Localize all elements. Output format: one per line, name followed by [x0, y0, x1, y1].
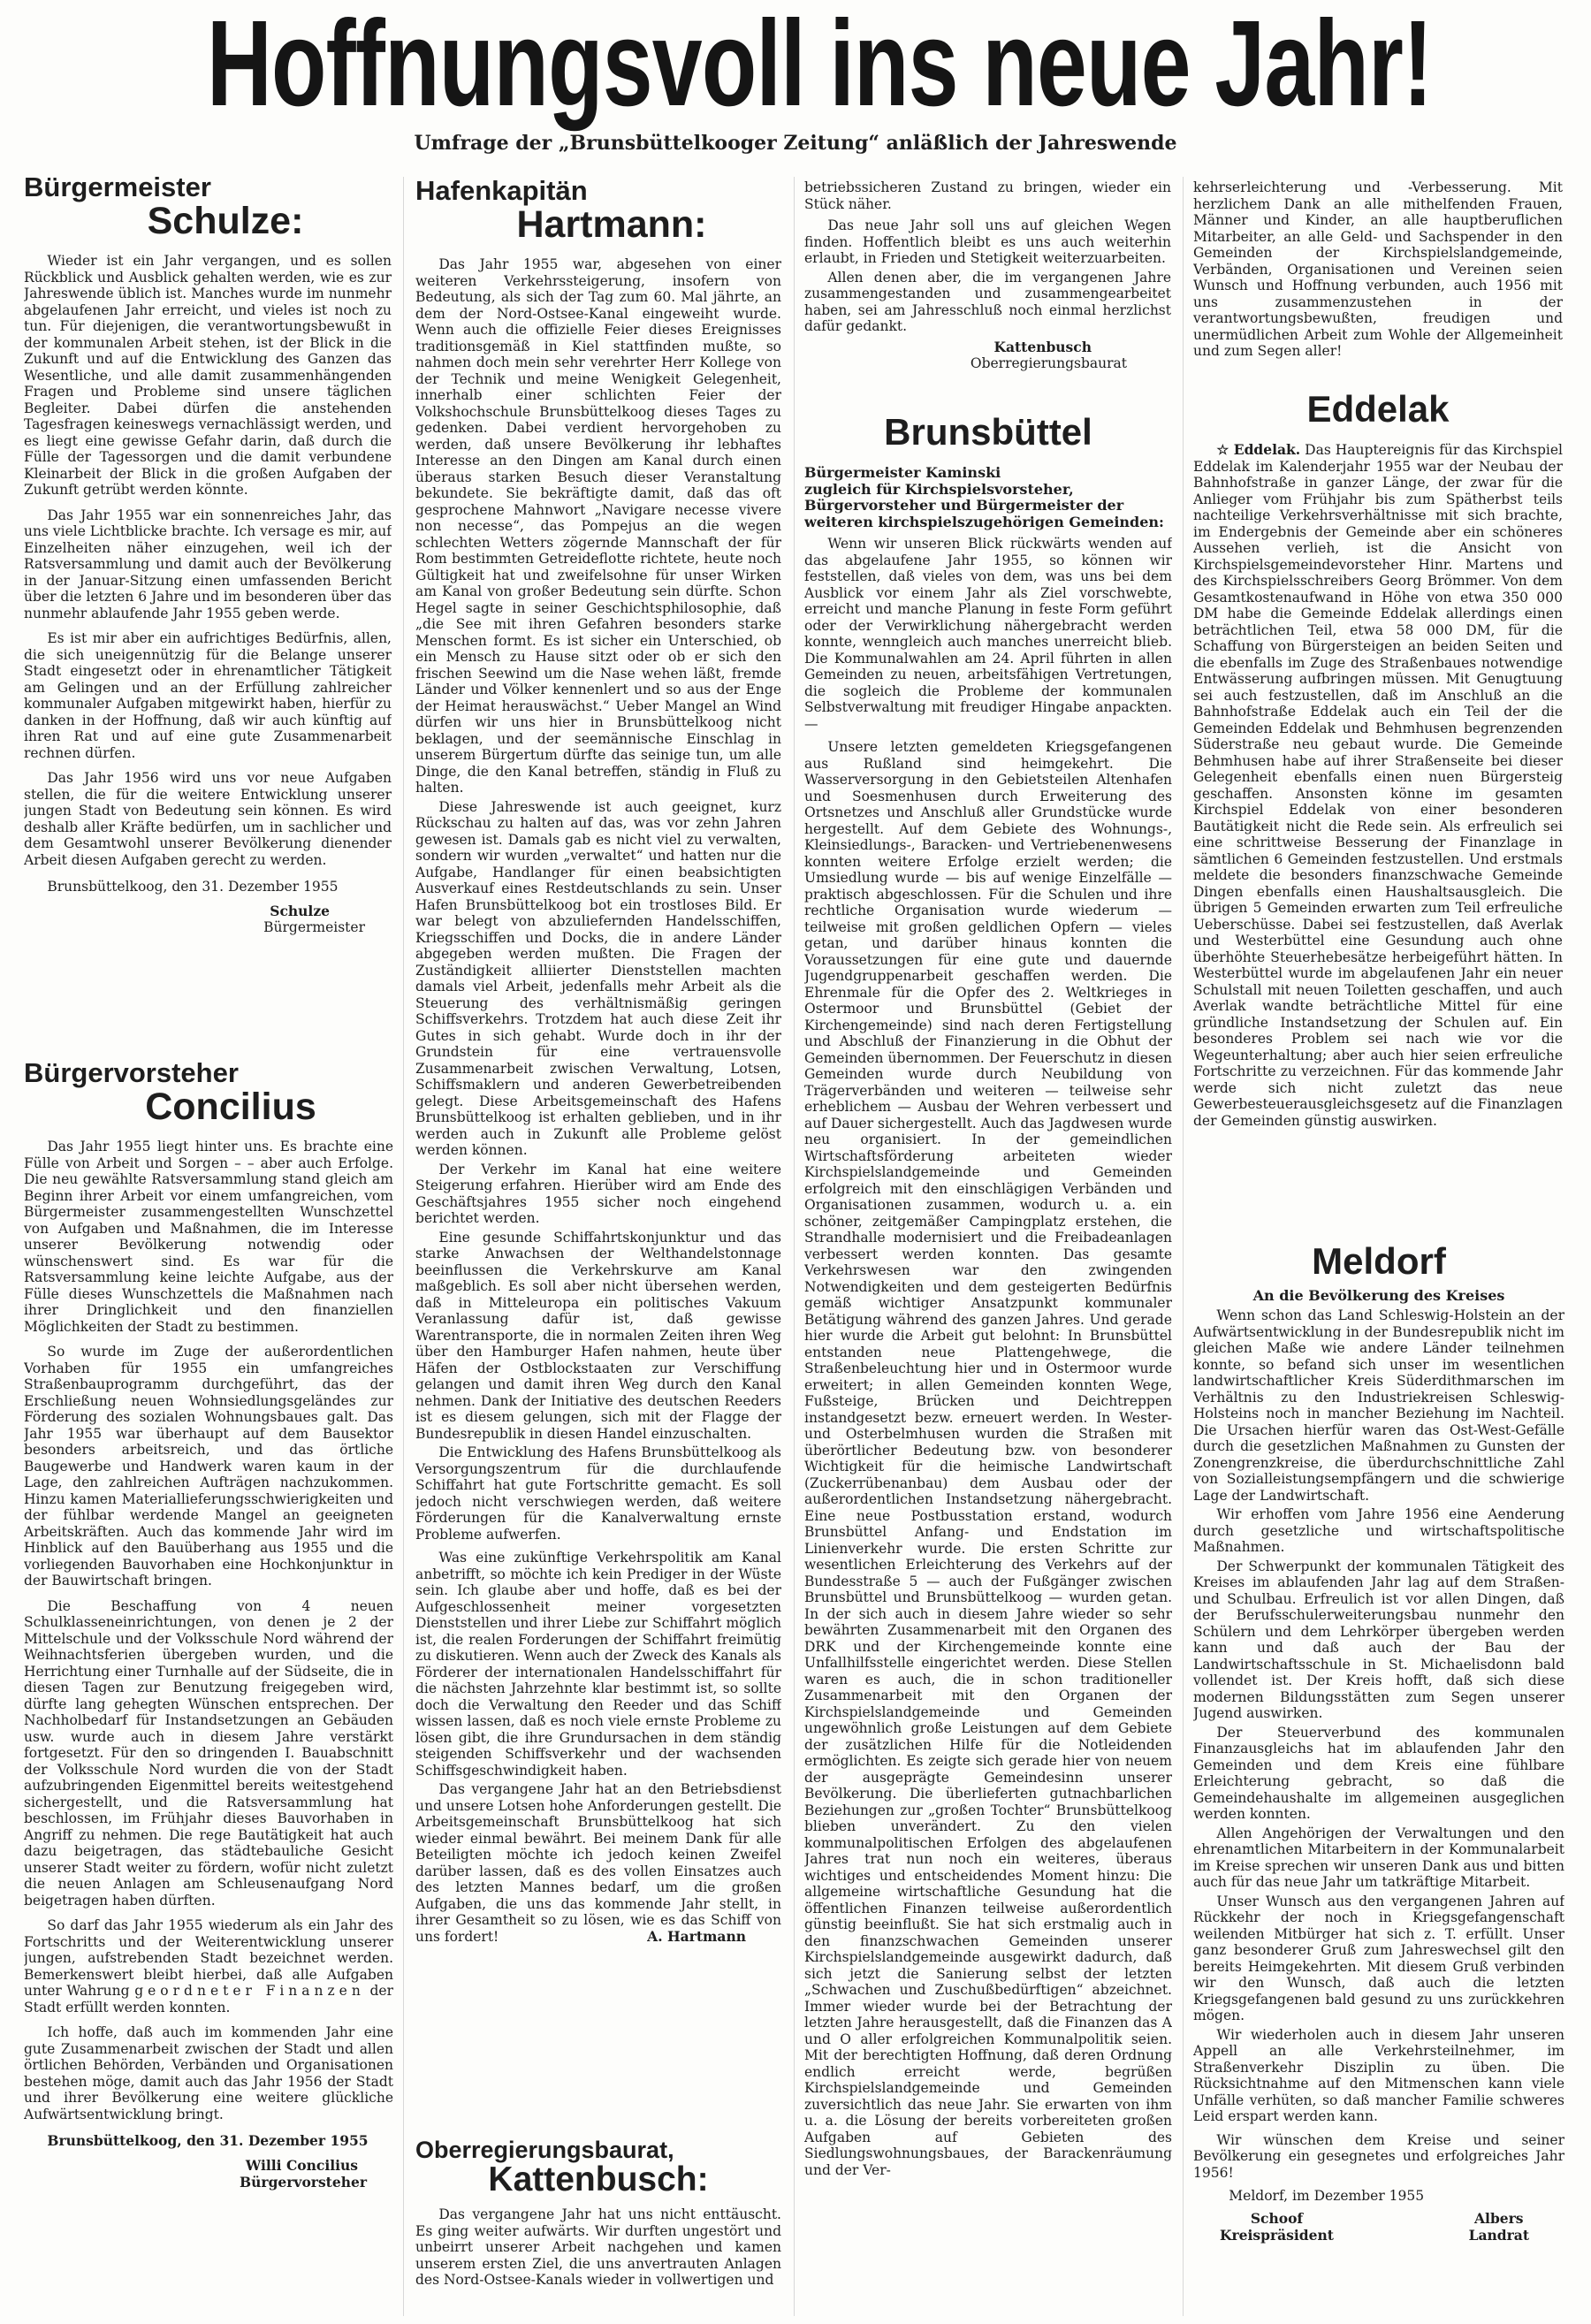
signature: [1220, 2210, 1334, 2244]
dateline: Meldorf, im Dezember 1955: [1229, 2188, 1425, 2204]
paragraph: Ich hoffe, daß auch im kommenden Jahr eine gute Zusammenarbeit zwischen der Stadt und allen örtlichen Behörden, Verbänden und Organisationen bestehen möge, damit auch das Jahr 1956 der Stadt und ihrer Bevölkerung eine weitere glückliche Aufwärtsentwicklung bringt.: [24, 2024, 393, 2122]
signature-name: Schulze: [270, 902, 330, 919]
paragraph: Das neue Jahr soll uns auf gleichen Wegen finden. Hoffentlich bleibt es uns auch weiterhin erlaubt, in Frieden und Stetigkeit weiterzuarbeiten.: [804, 217, 1171, 266]
article-name: Hartmann:: [516, 203, 707, 246]
column-rule: [1183, 177, 1184, 2316]
signature-title: Landrat: [1468, 2226, 1529, 2244]
text-run: der Stadt erfüllt werden konnten.: [24, 1983, 393, 2015]
article-concilius: [24, 1059, 393, 2319]
paragraph: Wir wiederholen auch in diesem Jahr unseren Appell an alle Verkehrsteilnehmer, im Straßenverkehr Disziplin zu üben. Die Rücksichtnahme auf den Mitmenschen kann viele Unfälle verhüten, so daß mancher Familie schweres Leid erspart werden kann.: [1193, 2026, 1564, 2124]
article-subheading: [804, 465, 1172, 530]
paragraph: Wenn wir unseren Blick rückwärts wenden auf das abgelaufene Jahr 1955, so können wir feststellen, daß vieles von dem, was uns bei dem Ausblick vor einem Jahr als Ziel vorschwebte, erreicht und manche Planung in feste Form geführt oder der Verwirklichung nähergebracht werden konnte, wenngleich auch manches unerreicht blieb. Die Kommunalwahlen am 24. April führten in allen Gemeinden zu neuen, arbeitsfähigen Vertretungen, die sogleich die Probleme der kommunalen Selbstverwaltung mit freudiger Hingabe anpackten. —: [804, 536, 1172, 732]
signature: [24, 903, 392, 936]
text-run: So darf das Jahr 1955 wiederum als ein Jahr des Fortschritts und der Weiterentwicklung unserer jungen, aufstrebenden Stadt bezeichnet werden. Bemerkenswert bleibt hierbei, daß alle Aufgaben unter Wahrung: [24, 1917, 393, 1999]
article-heading: Brunsbüttel: [884, 412, 1092, 453]
paragraph: Das vergangene Jahr hat uns nicht enttäuscht. Es ging weiter aufwärts. Wir durften ungestört und unbeirrt unserer Arbeit nachgehen und kamen unserem ersten Ziel, die uns anvertrauten Anlagen des Nord-Ostsee-Kanals wieder in vollwertigen und: [415, 2206, 781, 2288]
signature: [24, 2157, 393, 2191]
paragraph: [1193, 442, 1563, 1129]
column-rule: [403, 177, 404, 2316]
article-kattenbusch: [415, 2137, 781, 2324]
paragraph: Die Beschaffung von 4 neuen Schulklasseneinrichtungen, von denen je 2 der Mittelschule und der Volksschule Nord während der Weihnachtsferien übergeben wurden, und die Herrichtung einer Turnhalle auf der Südseite, die in diesen Tagen zur Benutzung freigegeben wird, dürfte lang gehegten Wünschen entsprechen. Der Nachholbedarf für Instandsetzungen an Gebäuden usw. wurde auch in diesem Jahre verstärkt fortgesetzt. Für den so dringenden I. Bauabschnitt der Volksschule Nord wurden die von der Stadt aufzubringenden Eigenmittel bereits weitestgehend sichergestellt, und die Ratsversammlung hat beschlossen, im Frühjahr dieses Bauvorhaben in Angriff zu nehmen. Die rege Bautätigkeit hat auch dazu beigetragen, das städtebauliche Gesicht unserer Stadt weiter zu fördern, wofür nicht zuletzt die neuen Anlagen am Schleusenaufgang Nord beigetragen haben dürften.: [24, 1597, 393, 1909]
paragraph: Die Entwicklung des Hafens Brunsbüttelkoog als Versorgungszentrum für die durchlaufende Schiffahrt hat gute Fortschritte gemacht. Es soll jedoch nicht verschwiegen werden, daß weitere Förderungen für die Kanalverwaltung ernste Probleme aufwerfen.: [415, 1444, 781, 1543]
article-name: Schulze:: [147, 200, 304, 242]
article-name: Kattenbusch:: [488, 2160, 709, 2198]
paragraph: Was eine zukünftige Verkehrspolitik am Kanal anbetrifft, so möchte ich kein Prediger in der Wüste sein. Ich glaube aber und hoffe, daß es bei der Aufgeschlossenheit meiner vorgesetzten Dienststellen und ihrer Liebe zur Schiffahrt möglich ist, die realen Forderungen der Schiffahrt freimütig zu diskutieren. Wenn auch der Zweck des Kanals als Förderer der internationalen Handelsschiffahrt für die nächsten Jahrzehnte klar bestimmt ist, so sollte doch die Verwaltung den Reeder und das Schiff wissen lassen, daß es noch viele ernste Probleme zu lösen gibt, die ihre Grundursachen in dem ständig steigenden Schiffsverkehr und der wachsenden Schiffsgeschwindigkeit haben.: [415, 1550, 781, 1779]
article-kicker: Oberregierungsbaurat,: [415, 2137, 674, 2163]
subheading-line: zugleich für Kirchspielsvorsteher, Bürgervorsteher und Bürgermeister der weiteren kirchspielszugehörigen Gemeinden:: [804, 480, 1164, 530]
signature-title: Oberregierungsbaurat: [970, 354, 1127, 371]
signature-title: Kreispräsident: [1220, 2226, 1334, 2244]
article-brunsbuettel: [804, 412, 1172, 2321]
article-brunsbuettel-continued: [1193, 179, 1563, 370]
article-name: Concilius: [145, 1086, 316, 1128]
signature-name: Albers: [1474, 2209, 1524, 2227]
subheading-line: Bürgermeister Kaminski: [804, 464, 1001, 481]
signature-name: Willi Concilius: [245, 2156, 358, 2174]
paragraph: Der Schwerpunkt der kommunalen Tätigkeit des Kreises im ablaufenden Jahr lag auf dem Straßen- und Schulbau. Erfreulich ist vor allen Dingen, daß der Berufsschulerweiterungsbau nunmehr den Schülern und dem Lehrkörper übergeben werden kann und daß auch der Bau der Landwirtschaftsschule in St. Michaelisdonn bald vollendet ist. Der Kreis hofft, daß sich diese modernen Bildungsstätten zum Segen unserer Jugend auswirken.: [1193, 1558, 1564, 1721]
dateline: Brunsbüttelkoog, den 31. Dezember 1955: [47, 2132, 369, 2149]
paragraph: Eine gesunde Schiffahrtskonjunktur und das starke Anwachsen der Welthandelstonnage beeinflussen die Verkehrskurve am Kanal maßgeblich. Es soll aber nicht übersehen werden, daß in Mitteleuropa ein politisches Vakuum Veranlassung dafür ist, daß gewisse Warentransporte, die in normalen Zeiten ihren Weg über den Hamburger Hafen nahmen, heute über Häfen der Ostblockstaaten zur Verschiffung gelangen und damit ihren Weg durch den Kanal nehmen. Dank der Initiative des deutschen Reeders ist es diesem gelungen, sich mit der Flagge der Bundesrepublik in diesen Handel einzuschalten.: [415, 1229, 781, 1442]
paragraph: kehrserleichterung und -Verbesserung. Mit herzlichem Dank an alle mithelfenden Frauen, Männer und Kinder, an alle hauptberuflichen Mitarbeiter, an alle Geld- und Sachspender in den Gemeinden der Kirchspielslandgemeinde, Verbänden, Organisationen und Vereinen seien Wunsch und Hoffnung verbunden, auch 1956 mit uns zusammenzustehen in der verantwortungsbewußten, freudigen und unermüdlichen Arbeit zum Wohle der Allgemeinheit und zum Segen aller!: [1193, 179, 1563, 359]
paragraph: Der Steuerverbund des kommunalen Finanzausgleichs hat im ablaufenden Jahr den Gemeinden und dem Kreis eine fühlbare Erleichterung gebracht, so daß die Gemeindehaushalte im allgemeinen ausgeglichen werden konnten.: [1193, 1724, 1564, 1822]
paragraph: Wir erhoffen vom Jahre 1956 eine Aenderung durch gesetzliche und wirtschaftspolitische Maßnahmen.: [1193, 1506, 1564, 1555]
paragraph: Das Jahr 1956 wird uns vor neue Aufgaben stellen, die für die weitere Entwicklung unserer jungen Stadt von Bedeutung sein können. Es wird deshalb aller Kräfte bedürfen, um in sachlicher und dem Gesamtwohl unserer Bevölkerung dienender Arbeit diesen Aufgaben gerecht zu werden.: [24, 770, 392, 868]
article-kicker: Bürgervorsteher: [24, 1059, 239, 1088]
paragraph: So wurde im Zuge der außerordentlichen Vorhaben für 1955 ein umfangreiches Straßenbauprogramm durchgeführt, das der Erschließung neuen Wohnsiedlungsgeländes zur Förderung des sozialen Wohnungsbaues galt. Das Jahr 1955 war überhaupt auf dem Bausektor besonders arbeitsreich, und das örtliche Baugewerbe und Handwerk waren kaum in der Lage, den zahlreichen Aufträgen nachzukommen. Hinzu kamen Materiallieferungsschwierigkeiten und der fühlbar werdende Mangel an geeigneten Arbeitskräften. Auch das kommende Jahr wird im Hinblick auf den Bauüberhang aus 1955 und die vorliegenden Bauvorhaben eine Hochkonjunktur in der Bauwirtschaft bringen.: [24, 1344, 393, 1589]
paragraph: Der Verkehr im Kanal hat eine weitere Steigerung erfahren. Hierüber wird am Ende des Geschäftsjahres 1955 sicher noch eingehend berichtet werden.: [415, 1161, 781, 1226]
signature-name: Kattenbusch: [993, 338, 1092, 355]
article-kicker: Bürgermeister: [24, 173, 211, 202]
signature-title: Bürgermeister: [263, 918, 365, 935]
article-kicker: Hafenkapitän: [415, 177, 588, 206]
signatures: [1193, 2210, 1564, 2244]
text-run: Das Hauptereignis für das Kirchspiel Eddelak im Kalenderjahr 1955 war der Neubau der Bahnhofstraße in ganzer Länge, der zwar für die Anlieger vom Frühjahr bis zum Spätherbst teils nachteilige Verkehrsverhältnisse mit sich brachte, im Endergebnis der Gemeinde aber ein schöneres Aussehen verlieh, ist die Ansicht von Kirchspielsgemeindevorsteher Hinr. Martens und des Kirchspielsschreibers Georg Brömmer. Von dem Gesamtkostenaufwand in Höhe von etwa 350 000 DM habe die Gemeinde Eddelak allerdings einen beträchtlichen Teil, etwa 58 000 DM, für die Schaffung von Bürgersteigen an beiden Seiten und die ebenfalls im Zuge des Straßenbaues notwendige Entwässerung aufbringen müssen. Mit Genugtuung sei auch festzustellen, daß im Anschluß an die Bahnhofstraße Eddelak auch ein Teil der die Gemeinden Eddelak und Behmhusen begrenzenden Süderstraße neu gebaut wurde. Die Gemeinde Behmhusen habe auf ihrer Straßenseite bei dieser Gelegenheit ebenfalls einen nuen Bürgersteig geschaffen. Ansonsten könne im gesamten Kirchspiel Eddelak von einer besonderen Bautätigkeit nicht die Rede sein. Als erfreulich sei eine schrittweise Besserung der Finanzlage in sämtlichen 6 Gemeinden festzustellen. Und erstmals meldete die besonders finanzschwache Gemeinde Dingen ebenfalls einen Haushaltsausgleich. Die übrigen 5 Gemeinden erwarten zum Teil erfreuliche Ueberschüsse. Dabei sei festzustellen, daß Averlak und Westerbüttel eine Gesundung auch ohne überhöhte Steuerhebesätze herbeigeführt hätten. In Westerbüttel wurde im abgelaufenen Jahr ein neuer Schulstall mit neuen Toiletten geschaffen, und auch Averlak wandte beträchtliche Mittel für eine gründliche Instandsetzung der Schulen auf. Ein besonderes Problem sei nach wie vor die Wegeunterhaltung; aber auch hier seien erfreuliche Fortschritte zu verzeichnen. Für das kommende Jahr werde sich nicht zuletzt das neue Gewerbesteuerausgleichsgesetz auf die Finanzlagen der Gemeinden günstig auswirken.: [1193, 442, 1563, 1129]
paragraph: Es ist mir aber ein aufrichtiges Bedürfnis, allen, die sich uneigennützig für die Belange unserer Stadt eingesetzt oder in ehrenamtlicher Tätigkeit am Gelingen und an der Erfüllung zahlreicher kommunaler Aufgaben mitgewirkt haben, hierfür zu danken in der Hoffnung, daß wir auch künftig auf ihren Rat und auf eine gute Zusammenarbeit rechnen dürfen.: [24, 630, 392, 761]
paragraph: betriebssicheren Zustand zu bringen, wieder ein Stück näher.: [804, 179, 1171, 212]
headline: Hoffnungsvoll ins neue Jahr!: [207, 0, 1433, 132]
paragraph: Unsere letzten gemeldeten Kriegsgefangenen aus Rußland sind heimgekehrt. Die Wasserversorgung in den Gebietsteilen Altenhafen und Soesmenhusen durch Erweiterung des Ortsnetzes und Anschluß aller Grundstücke wurde hergestellt. Auf dem Gebiete des Wohnungs-, Kleinsiedlungs-, Baracken- und Vertriebenenwesens konnten weitere Erfolge erzielt werden; die Umsiedlung wurde — bis auf wenige Einzelfälle — praktisch abgeschlossen. Für die Schulen und ihre rechtliche Organisation wurde wiederum — teilweise mit großen geldlichen Opfern — vieles getan, und darüber hinaus konnten die Voraussetzungen für eine gute und dauernde Jugendgruppenarbeit geschaffen werden. Die Ehrenmale für die Opfer des 2. Weltkrieges in Ostermoor und Brunsbüttel (Gebiet der Kirchengemeinde) sind nach deren Fertigstellung und Abschluß der Finanzierung in die Obhut der Gemeinden übernommen. Der Feuerschutz in diesen Gemeinden wurde durch Neubildung von Trägerverbänden und weiteren — teilweise sehr erheblichem — Ausbau der Wehren verbessert und auf Dauer sichergestellt. Auch das Jagdwesen wurde neu organisiert. In der gemeindlichen Wirtschaftsförderung arbeiteten wieder Kirchspielslandgemeinde und Gemeinden erfolgreich mit den einschlägigen Verbänden und Organisationen zusammen, wodurch u. a. ein schöner, zeitgemäßer Campingplatz erstehen, die Strandhalle modernisiert und die Freibadeanlagen verbessert werden konnten. Das gesamte Verkehrswesen war den zwingenden Notwendigkeiten und dem gesteigerten Bedürfnis gemäß wichtiger Ansatzpunkt kommunaler Betätigung während des ganzen Jahres. Und gerade hier wurde die Arbeit gut belohnt: In Brunsbüttel entstanden neue Plattengehwege, die Straßenbeleuchtung hier und in Ostermoor wurde erweitert; in allen Gemeinden konnten Wege, Fußsteige, Brücken und Deichtreppen instandgesetzt bezw. erneuert werden. In Wester- und Osterbelmhusen wurden die Straßen mit überörtlicher Bedeutung bzw. von besonderer Wichtigkeit für die heimische Landwirtschaft (Zuckerrübenanbau) dem Ausbau oder der außerordentlichen Instandsetzung nähergebracht. Eine neue Postbusstation erstand, wodurch Brunsbüttel Anfang- und Endstation im Linienverkehr wurde. Die ersten Schritte zur wesentlichen Erleichterung des Verkehrs auf der Bundesstraße 5 — auch der Fußgänger zwischen Brunsbüttel und Brunsbüttelkoog — wurden getan. In der sich auch in diesem Jahre wieder so sehr bewährten Zusammenarbeit mit den Organen des DRK und der Kirchengemeinde konnte eine Unfallhilfsstelle eingerichtet werden. Diese Stellen waren es auch, die in schon traditioneller Zusammenarbeit mit den Organen der Kirchspielslandgemeinde und Gemeinden ungewöhnlich große Leistungen auf dem Gebiete der zusätzlichen Hilfe für die Notleidenden ermöglichten. Es zeigte sich gerade hier von neuem der ausgeprägte Gemeindesinn unserer Bevölkerung. Die überlieferten gutnachbarlichen Beziehungen zur „großen Tochter“ Brunsbüttelkoog blieben unverändert. Zu den vielen kommunalpolitischen Erfolgen des abgelaufenen Jahres trat nun noch ein weiteres, überaus wichtiges und entscheidendes Moment hinzu: Die allgemeine wirtschaftliche Gesundung hat die öffentlichen Finanzen teilweise außerordentlich günstig beeinflußt. Sie hat sich erstmalig auch in den finanzschwachen Gemeinden unserer Kirchspielslandgemeinde ausgewirkt dadurch, daß sich jetzt die Sanierung selbst der letzten „Schwachen und Zuschußbedürftigen“ abzeichnet. Immer wieder wurde bei der Betrachtung der letzten Jahre herausgestellt, daß die Finanzen das A und O aller erfolgreichen Kommunalpolitik seien. Mit der berechtigten Hoffnung, daß deren Ordnung endlich erreicht werde, begrüßen Kirchspielslandgemeinde und Gemeinden zuversichtlich das neue Jahr. Sie erwarten von ihm u. a. die Lösung der bereits vorbereiteten großen Aufgaben auf Gebieten des Siedlungswohnungsbaues, der Barackenräumung und der Ver-: [804, 739, 1172, 2178]
article-schulze: [24, 173, 392, 1040]
dateline-lead: ☆ Eddelak.: [1216, 441, 1301, 458]
article-eddelak: [1193, 389, 1563, 1229]
paragraph: Das Jahr 1955 war ein sonnenreiches Jahr, das uns viele Lichtblicke brachte. Ich versage es mir, auf Einzelheiten näher einzugehen, weil ich der Ratsversammlung und damit auch der Bevölkerung in der Januar-Sitzung einen umfassenden Bericht über die letzten 6 Jahre und im besonderen über das nunmehr ablaufende Jahr 1955 geben werde.: [24, 507, 392, 621]
paragraph: Diese Jahreswende ist auch geeignet, kurz Rückschau zu halten auf das, was vor zehn Jahren gewesen ist. Damals gab es nicht viel zu verwalten, sondern wir wurden „verwaltet“ und hatten nur die Aufgabe, Handlanger für einen beabsichtigten Ausverkauf eines Restdeutschlands zu sein. Unser Hafen Brunsbüttelkoog bot ein trostloses Bild. Er war belegt von abzuliefernden Handelsschiffen, Kriegsschiffen und Docks, die in andere Länder abgegeben werden mußten. Die Fragen der Zuständigkeit alliierter Dienststellen machten damals viel Arbeit, jedenfalls mehr Arbeit als die Steuerung des verhältnismäßig geringen Schiffsverkehrs. Trotzdem hat auch diese Zeit ihr Gutes in sich gehabt. Wurde doch in ihr der Grundstein für eine vertrauensvolle Zusammenarbeit zwischen Verwaltung, Lotsen, Schiffsmaklern und anderen Gewerbetreibenden gelegt. Diese Arbeitsgemeinschaft des Hafens Brunsbüttelkoog ist erhalten geblieben, und in ihr werden auch in Zukunft alle Probleme gelöst werden können.: [415, 798, 781, 1158]
paragraph: Das Jahr 1955 war, abgesehen von einer weiteren Verkehrssteigerung, insofern von Bedeutung, als sich der Tag zum 60. Mal jährte, an dem der Nord-Ostsee-Kanal eingeweiht wurde. Wenn auch die offizielle Feier dieses Ereignisses traditionsgemäß in Kiel stattfinden mußte, so nahmen doch mein sehr verehrter Herr Kollege von der Technik und meine Wenigkeit Gelegenheit, innerhalb einer schlichten Feier der Volkshochschule Brunsbüttelkoog dieses Tages zu gedenken. Dabei verdient hervorgehoben zu werden, daß unsere Bevölkerung ihr lebhaftes Interesse an den Dingen am Kanal durch einen überaus starken Besuch dieser Veranstaltung bekundete. Sie bekräftigte damit, daß das oft gesprochene Mahnwort „Navigare necesse vivere non necesse“, das Pompejus an die wegen schlechten Wetters zögernde Mannschaft der für Rom bestimmten Getreideflotte richtete, heute noch Gültigkeit hat und zweifelsohne für unser Wirken am Kanal von großer Bedeutung sein dürfte. Schon Hegel sagte in seiner Geschichtsphilosophie, daß „die See mit ihren Gefahren besonders starke Menschen formt. Es ist sicher ein Unterschied, ob ein Mensch zu Hause sitzt oder ob er sich den frischen Seewind um die Nase wehen läßt, fremde Länder und Völker kennenlert und so aus der Enge der Heimat herauswächst.“ Ueber Mangel an Wind dürfen wir uns hier in Brunsbüttelkoog nicht beklagen, und der seemännische Einschlag in unserem Bürgertum dürfte das seinige tun, um alle Dinge, die den Kanal betreffen, ständig in Fluß zu halten.: [415, 256, 781, 796]
paragraph: Wenn schon das Land Schleswig-Holstein an der Aufwärtsentwicklung in der Bundesrepublik nicht im gleichen Maße wie andere Länder teilnehmen konnte, so befand sich unser im wesentlichen landwirtschaftlicher Kreis Süderdithmarschen im Verhältnis zu den Industriekreisen Schleswig-Holsteins noch in mancher Beziehung im Nachteil. Die Ursachen hierfür waren das Ost-West-Gefälle durch die gesetzlichen Maßnahmen zu Gunsten der Zonengrenzkreise, die überdurchschnittliche Zahl von Sozialleistungsempfängern und die schwierige Lage der Landwirtschaft.: [1193, 1307, 1564, 1504]
signature: [804, 339, 1171, 372]
paragraph: [415, 1781, 781, 1945]
dateline: Brunsbüttelkoog, den 31. Dezember 1955: [47, 879, 339, 895]
signature-name: Schoof: [1250, 2209, 1304, 2227]
paragraph: [24, 1917, 393, 2015]
signature-title: Bürgervorsteher: [240, 2173, 367, 2191]
article-kattenbusch-continued: [804, 179, 1171, 400]
paragraph: Unser Wunsch aus den vergangenen Jahren auf Rückkehr der noch in Kriegsgefangenschaft weilenden Mitbürger hat sich z. T. erfüllt. Unser ganz besonderer Gruß zum Jahreswechsel gilt den bereits Heimgekehrten. Mit diesem Gruß verbinden wir den Wunsch, daß auch die letzten Kriegsgefangenen bald gesund zu uns zurückkehren mögen.: [1193, 1893, 1564, 2023]
article-heading: Eddelak: [1306, 389, 1450, 430]
article-subheading: An die Bevölkerung des Kreises: [1252, 1287, 1505, 1304]
signature-name: A. Hartmann: [647, 1927, 746, 1945]
article-hartmann: [415, 177, 781, 2122]
paragraph: Allen denen aber, die im vergangenen Jahre zusammengestanden und zusammengearbeitet haben, sei am Jahresschluß noch einmal herzlichst dafür gedankt.: [804, 269, 1171, 334]
emphasis: geordneter Finanzen: [134, 1983, 365, 1999]
paragraph: Allen Angehörigen der Verwaltungen und den ehrenamtlichen Mitarbeitern in der Kommunalarbeit im Kreise sprechen wir unseren Dank aus und bitten auch für das neue Jahr um tatkräftige Mitarbeit.: [1193, 1825, 1564, 1890]
column-rule: [794, 177, 795, 2316]
subheadline: Umfrage der „Brunsbüttelkooger Zeitung“ anläßlich der Jahreswende: [414, 132, 1177, 155]
paragraph: Wieder ist ein Jahr vergangen, und es sollen Rückblick und Ausblick gehalten werden, wie es zur Jahreswende üblich ist. Manches wurde im nunmehr abgelaufenen Jahr erreicht, und vieles ist noch zu tun. Für diejenigen, die verantwortungsbewußt in der kommunalen Arbeit stehen, ist der Blick in die Zukunft und auf die Entwicklung des Ganzen das Wesentliche, und alle damit zusammenhängenden Fragen und Probleme sind unsere täglichen Begleiter. Dabei dürfen die anstehenden Tagesfragen keineswegs vernachlässigt werden, und es liegt eine gewisse Gefahr darin, daß durch die Fülle der Tagessorgen und die damit verbundene Kleinarbeit der Blick in die großen Aufgaben der Zukunft getrübt werden könnte.: [24, 253, 392, 498]
signature: [1469, 2210, 1529, 2244]
paragraph: Das Jahr 1955 liegt hinter uns. Es brachte eine Fülle von Arbeit und Sorgen – – aber auch Erfolge. Die neu gewählte Ratsversammlung stand gleich am Beginn ihrer Arbeit vor einem umfangreichen, vom Bürgermeister zusammengestellten Wunschzettel von Aufgaben und Maßnahmen, die im Interesse unserer Bevölkerung notwendig oder wünschenswert sind. Es war für die Ratsversammlung keine leichte Aufgabe, aus der Fülle dieses Wunschzettels die Maßnahmen nach ihrer Dringlichkeit und den finanziellen Möglichkeiten der Stadt zu bestimmen.: [24, 1139, 393, 1335]
article-meldorf: [1193, 1241, 1564, 2321]
text-run: Das vergangene Jahr hat an den Betriebsdienst und unsere Lotsen hohe Anforderungen gestellt. Die Arbeitsgemeinschaft Brunsbüttelkoog hat sich wieder einmal bewährt. Bei meinem Dank für alle Beteiligten möchte ich jedoch keinen Zweifel darüber lassen, daß es des vollen Einsatzes auch des letzten Mannes bedarf, um die großen Aufgaben, die uns das kommende Jahr stellt, in ihrer Gesamtheit so zu lösen, wie es das Schiff von uns fordert!: [415, 1781, 781, 1945]
paragraph: Wir wünschen dem Kreise und seiner Bevölkerung ein gesegnetes und erfolgreiches Jahr 1956!: [1193, 2131, 1564, 2181]
article-heading: Meldorf: [1312, 1241, 1446, 1282]
